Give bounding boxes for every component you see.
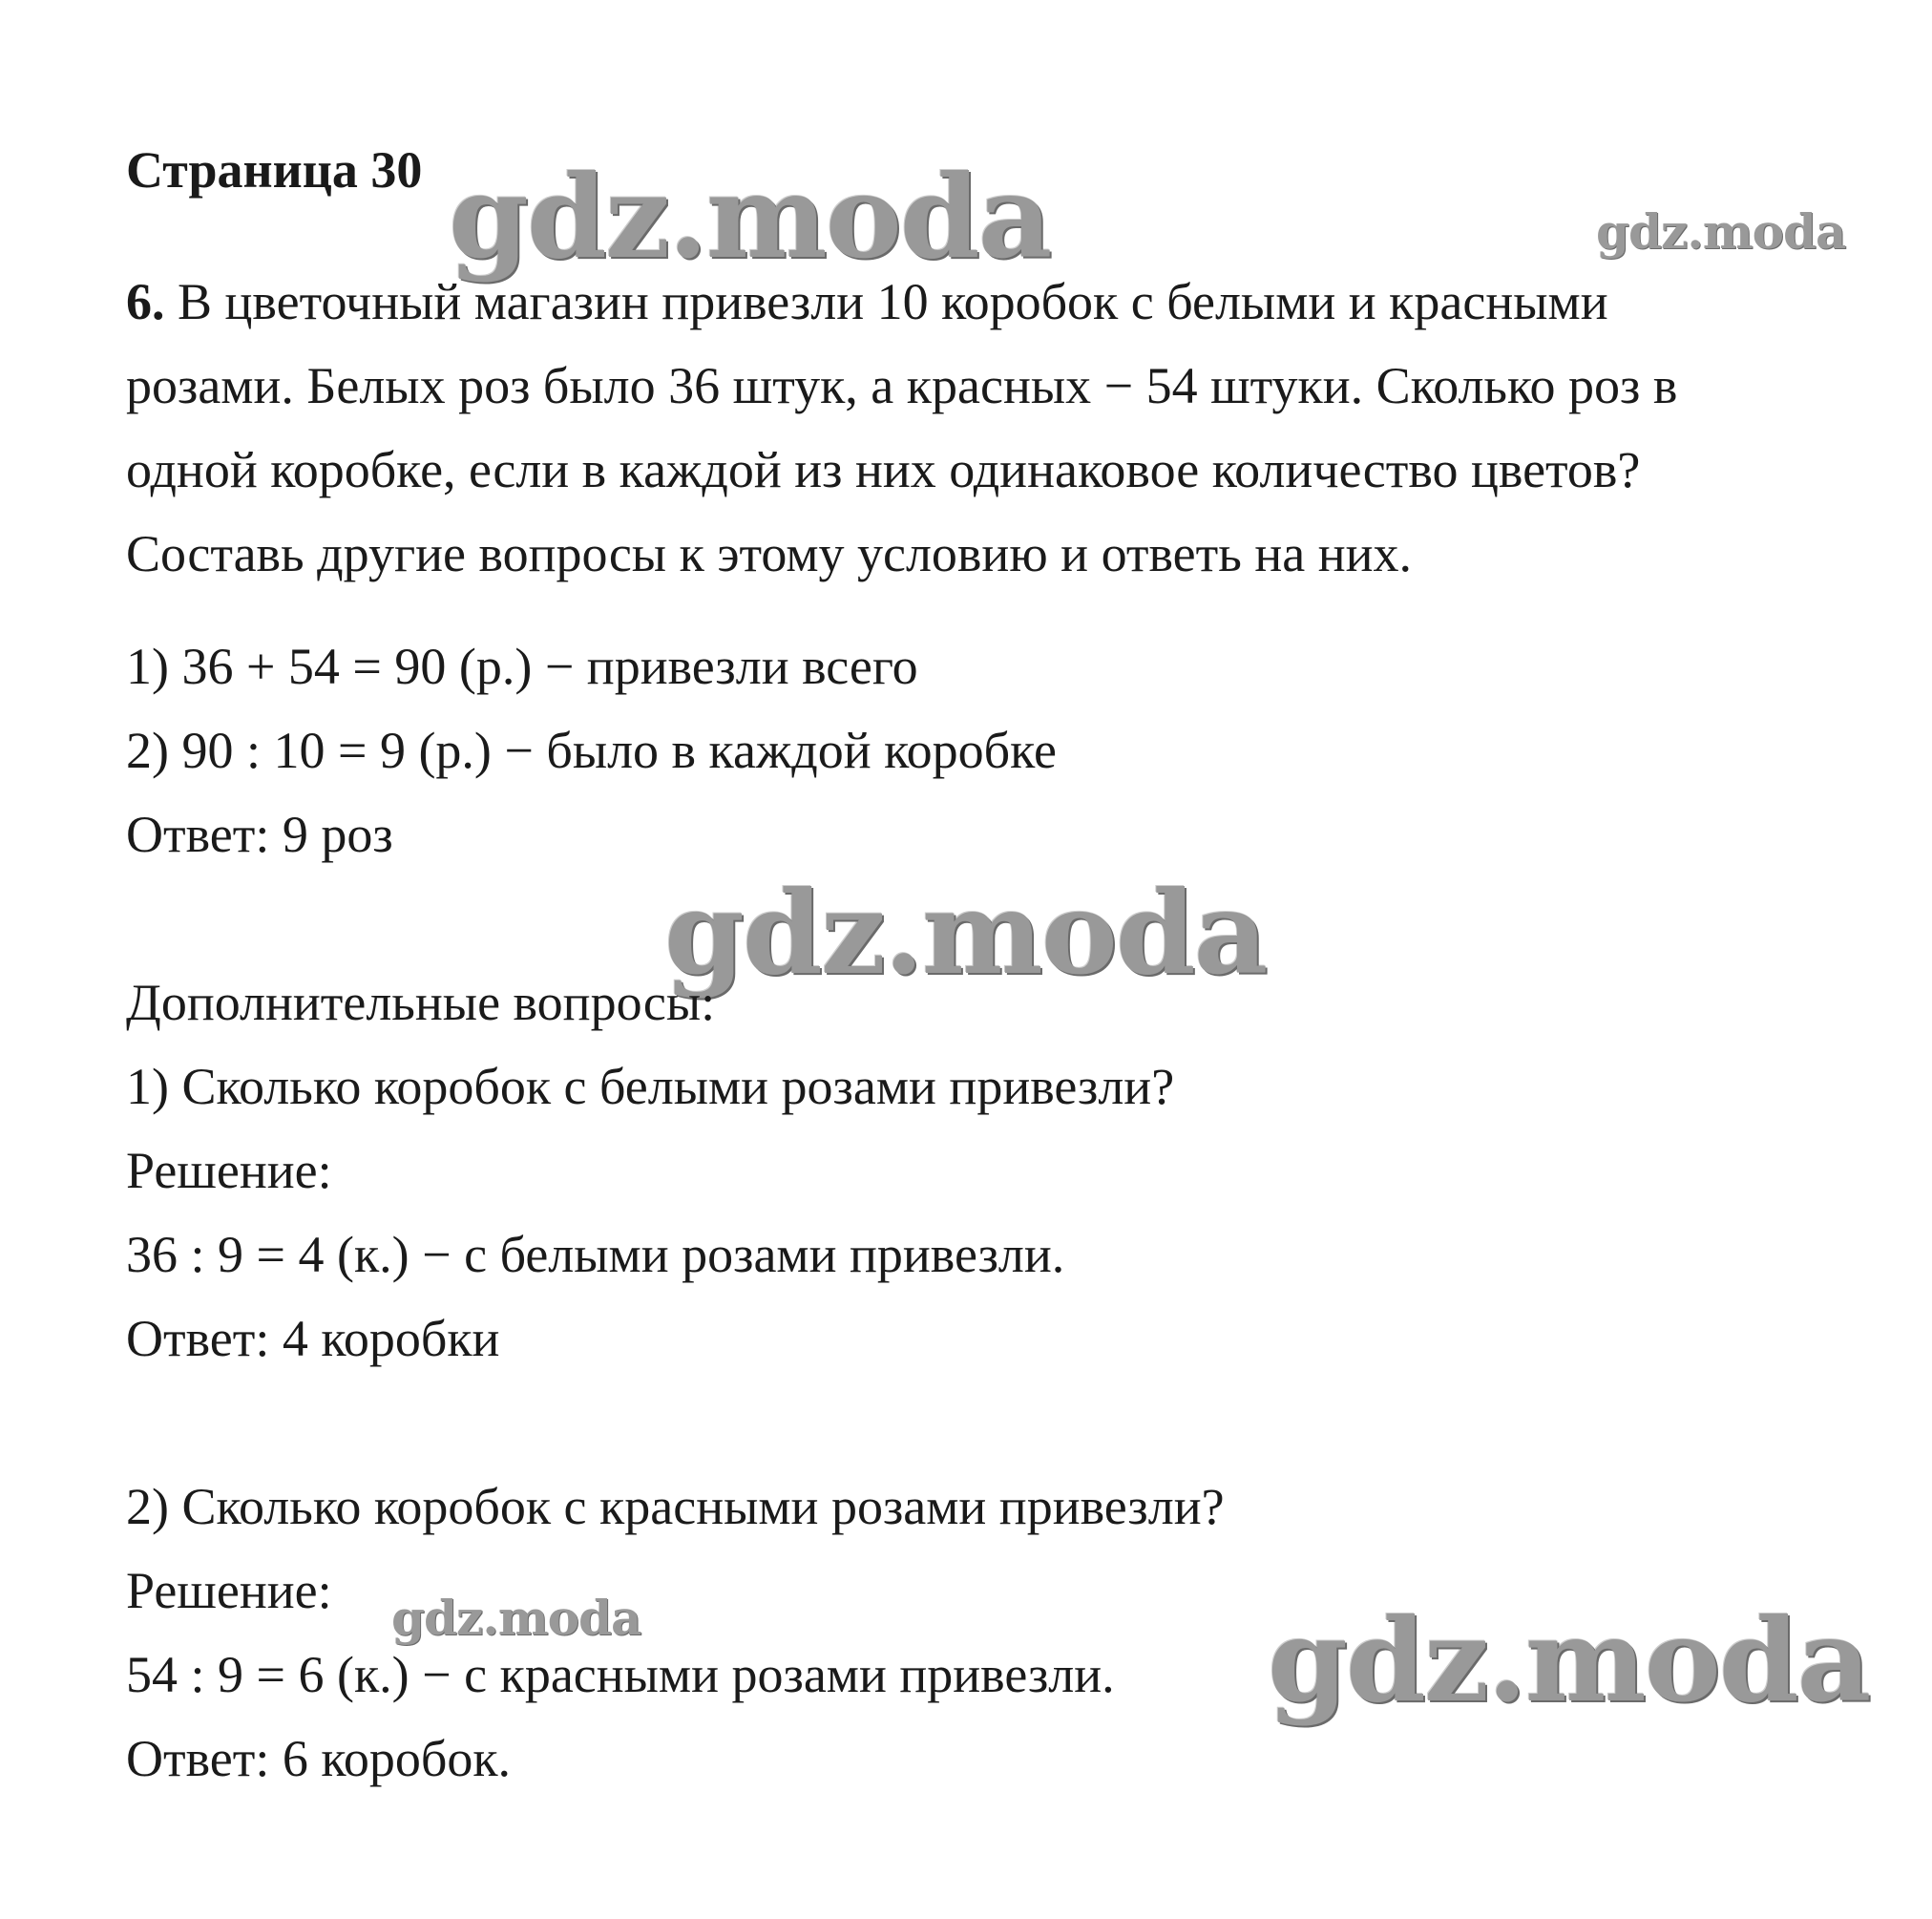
solution-label: Решение:	[126, 1562, 332, 1619]
problem-line: Составь другие вопросы к этому условию и ответь на них.	[126, 525, 1412, 582]
solution-label: Решение:	[126, 1142, 332, 1199]
solution-calc: 36 : 9 = 4 (к.) − с белыми розами привезли.	[126, 1226, 1065, 1283]
problem-number: 6.	[126, 273, 165, 330]
solution-calc: 54 : 9 = 6 (к.) − с красными розами привезли.	[126, 1646, 1115, 1703]
additional-question: 2) Сколько коробок с красными розами привезли?	[126, 1478, 1225, 1535]
problem-line: одной коробке, если в каждой из них одинаковое количество цветов?	[126, 441, 1641, 498]
solution-step: 2) 90 : 10 = 9 (р.) − было в каждой коробке	[126, 722, 1057, 779]
additional-heading: Дополнительные вопросы:	[126, 974, 716, 1031]
problem-line: розами. Белых роз было 36 штук, а красных − 54 штуки. Сколько роз в	[126, 357, 1678, 414]
watermark-logo: gdz.moda	[1596, 203, 1846, 260]
page-title: Страница 30	[126, 141, 423, 199]
solution-step: 1) 36 + 54 = 90 (р.) − привезли всего	[126, 638, 918, 695]
watermark-logo: gdz.moda	[1268, 1593, 1870, 1728]
question-answer: Ответ: 6 коробок.	[126, 1730, 512, 1787]
question-answer: Ответ: 4 коробки	[126, 1310, 500, 1367]
watermark-logo: gdz.moda	[449, 150, 1051, 285]
watermark-logo: gdz.moda	[664, 866, 1267, 1001]
watermark-logo: gdz.moda	[391, 1590, 641, 1646]
problem-text: В цветочный магазин привезли 10 коробок с белыми и красными	[178, 273, 1608, 330]
problem-line	[126, 271, 1608, 332]
additional-question: 1) Сколько коробок с белыми розами привезли?	[126, 1058, 1175, 1115]
solution-answer: Ответ: 9 роз	[126, 806, 393, 863]
